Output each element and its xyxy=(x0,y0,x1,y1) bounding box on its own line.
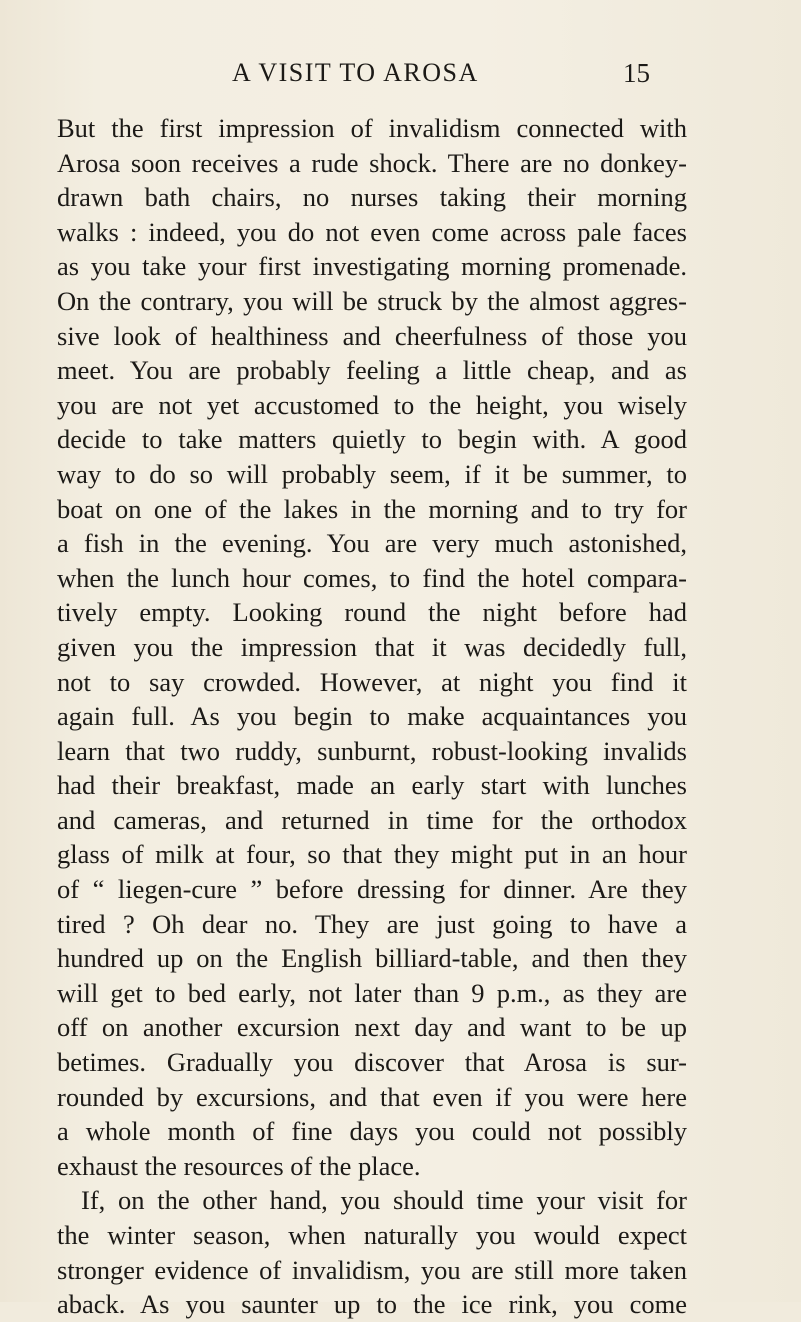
body-text xyxy=(57,111,687,1322)
text-line: when the lunch hour comes, to find the hotel compara- xyxy=(57,562,687,593)
text-line: If, on the other hand, you should time your visit for xyxy=(81,1185,687,1216)
text-line: aback. As you saunter up to the ice rink, you come xyxy=(57,1289,687,1320)
text-line: as you take your first investigating morning promenade. xyxy=(57,251,687,282)
page-header xyxy=(0,58,801,98)
text-line: again full. As you begin to make acquaintances you xyxy=(57,701,687,732)
paragraph-1 xyxy=(57,111,687,1183)
text-line: given you the impression that it was decidedly full, xyxy=(57,631,687,662)
text-line: the winter season, when naturally you would expect xyxy=(57,1220,687,1250)
page-number: 15 xyxy=(623,58,650,88)
text-line: Arosa soon receives a rude shock. There are no donkey- xyxy=(57,147,687,178)
text-line: glass of milk at four, so that they might put in an hour xyxy=(57,839,687,870)
text-line: meet. You are probably feeling a little cheap, and as xyxy=(57,355,687,386)
text-line: had their breakfast, made an early start with lunches xyxy=(57,770,687,801)
text-line: of “ liegen-cure ” before dressing for dinner. Are they xyxy=(57,874,687,905)
text-line: a fish in the evening. You are very much astonished, xyxy=(57,528,687,559)
text-line: stronger evidence of invalidism, you are still more taken xyxy=(57,1254,687,1285)
text-line: But the first impression of invalidism connected with xyxy=(57,113,687,143)
text-line: tired ? Oh dear no. They are just going to have a xyxy=(57,908,687,939)
text-line: off on another excursion next day and want to be up xyxy=(57,1012,687,1043)
text-line: walks : indeed, you do not even come across pale faces xyxy=(57,216,687,247)
text-line: you are not yet accustomed to the height, you wisely xyxy=(57,389,687,420)
text-line: learn that two ruddy, sunburnt, robust-looking invalids xyxy=(57,735,687,766)
text-line: drawn bath chairs, no nurses taking their morning xyxy=(57,182,687,213)
text-line: On the contrary, you will be struck by the almost aggres- xyxy=(57,285,687,316)
text-line: decide to take matters quietly to begin with. A good xyxy=(57,424,687,455)
text-line: sive look of healthiness and cheerfulness of those you xyxy=(57,320,687,351)
running-head: A VISIT TO AROSA xyxy=(232,58,479,87)
text-line: tively empty. Looking round the night before had xyxy=(57,597,687,628)
text-line: rounded by excursions, and that even if you were here xyxy=(57,1081,687,1112)
text-line: and cameras, and returned in time for the orthodox xyxy=(57,804,687,835)
text-line: boat on one of the lakes in the morning and to try for xyxy=(57,493,687,524)
text-line: will get to bed early, not later than 9 p.m., as they are xyxy=(57,977,687,1008)
text-line: way to do so will probably seem, if it be summer, to xyxy=(57,458,687,489)
text-line: hundred up on the English billiard-table, and then they xyxy=(57,943,687,974)
text-line: a whole month of fine days you could not possibly xyxy=(57,1116,687,1147)
text-line: betimes. Gradually you discover that Arosa is sur- xyxy=(57,1047,687,1078)
text-line: exhaust the resources of the place. xyxy=(57,1150,421,1181)
text-line: not to say crowded. However, at night you find it xyxy=(57,666,687,697)
paragraph-2 xyxy=(57,1183,687,1321)
